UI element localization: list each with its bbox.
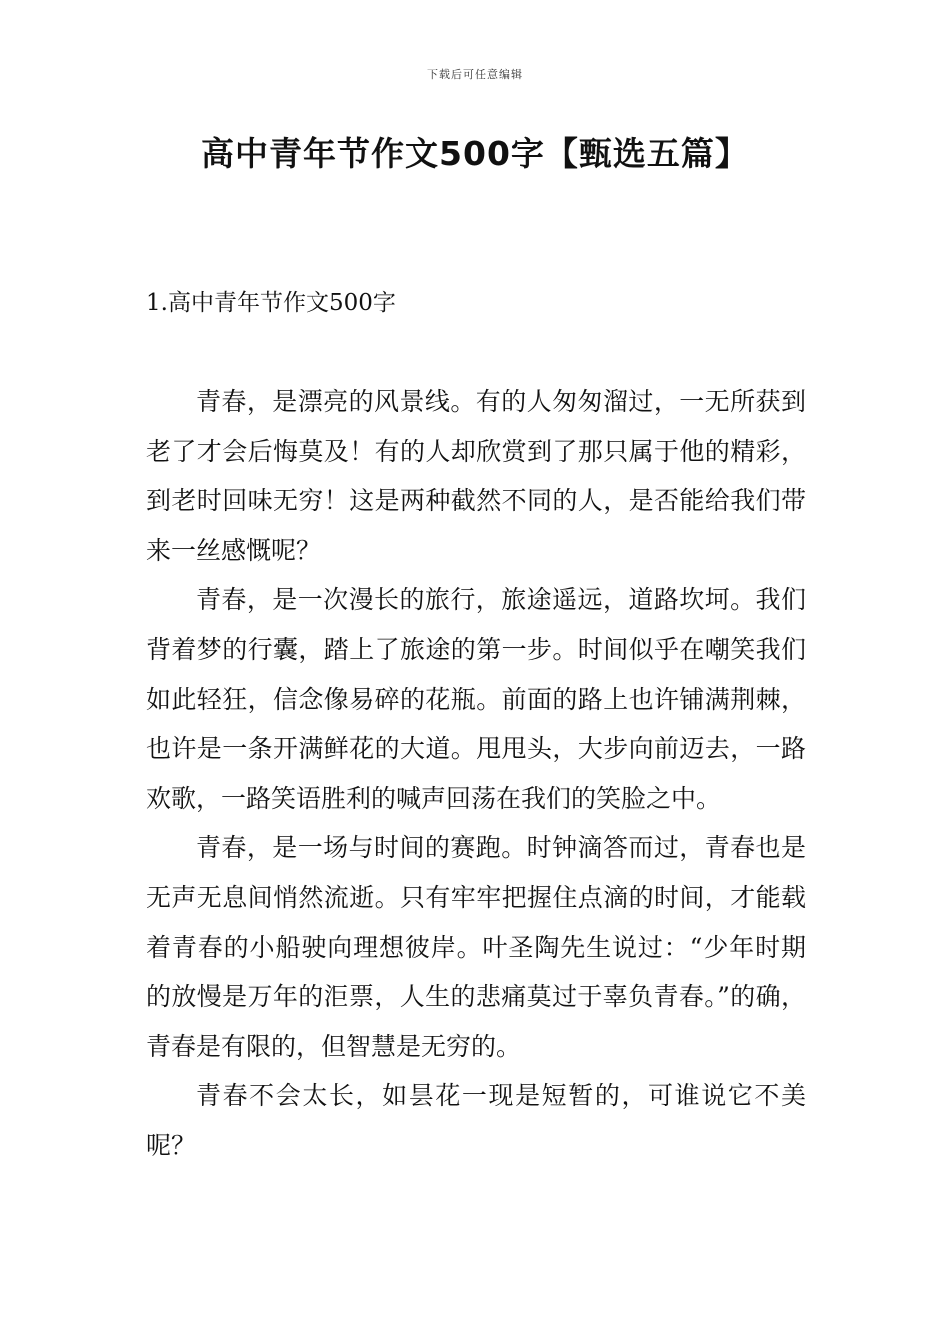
page-header-note: 下载后可任意编辑 [427,68,523,81]
paragraph-4: 青春不会太长，如昙花一现是短暂的，可谁说它不美呢？ [146,1081,806,1160]
section-heading: 1.高中青年节作文500字 [146,290,396,316]
document-title: 高中青年节作文500字【甄选五篇】 [201,134,749,173]
paragraph-1: 青春，是漂亮的风景线。有的人匆匆溜过，一无所获到老了才会后悔莫及！有的人却欣赏到了那只属于他的精彩，到老时回味无穷！这是两种截然不同的人，是否能给我们带来一丝感慨呢？ [146,387,806,565]
paragraph-3: 青春，是一场与时间的赛跑。时钟滴答而过，青春也是无声无息间悄然流逝。只有牢牢把握住点滴的时间，才能载着青春的小船驶向理想彼岸。叶圣陶先生说过：“少年时期的放慢是万年的洰票，人生的悲痛莫过于辜负青春。”的确，青春是有限的，但智慧是无穷的。 [146,833,806,1061]
essay-body [146,377,806,1171]
paragraph-2: 青春，是一次漫长的旅行，旅途遥远，道路坎坷。我们背着梦的行囊，踏上了旅途的第一步。时间似乎在嘲笑我们如此轻狂，信念像易碎的花瓶。前面的路上也许铺满荆棘，也许是一条开满鲜花的大道。甩甩头，大步向前迈去，一路欢歌，一路笑语胜利的喊声回荡在我们的笑脸之中。 [146,585,806,813]
